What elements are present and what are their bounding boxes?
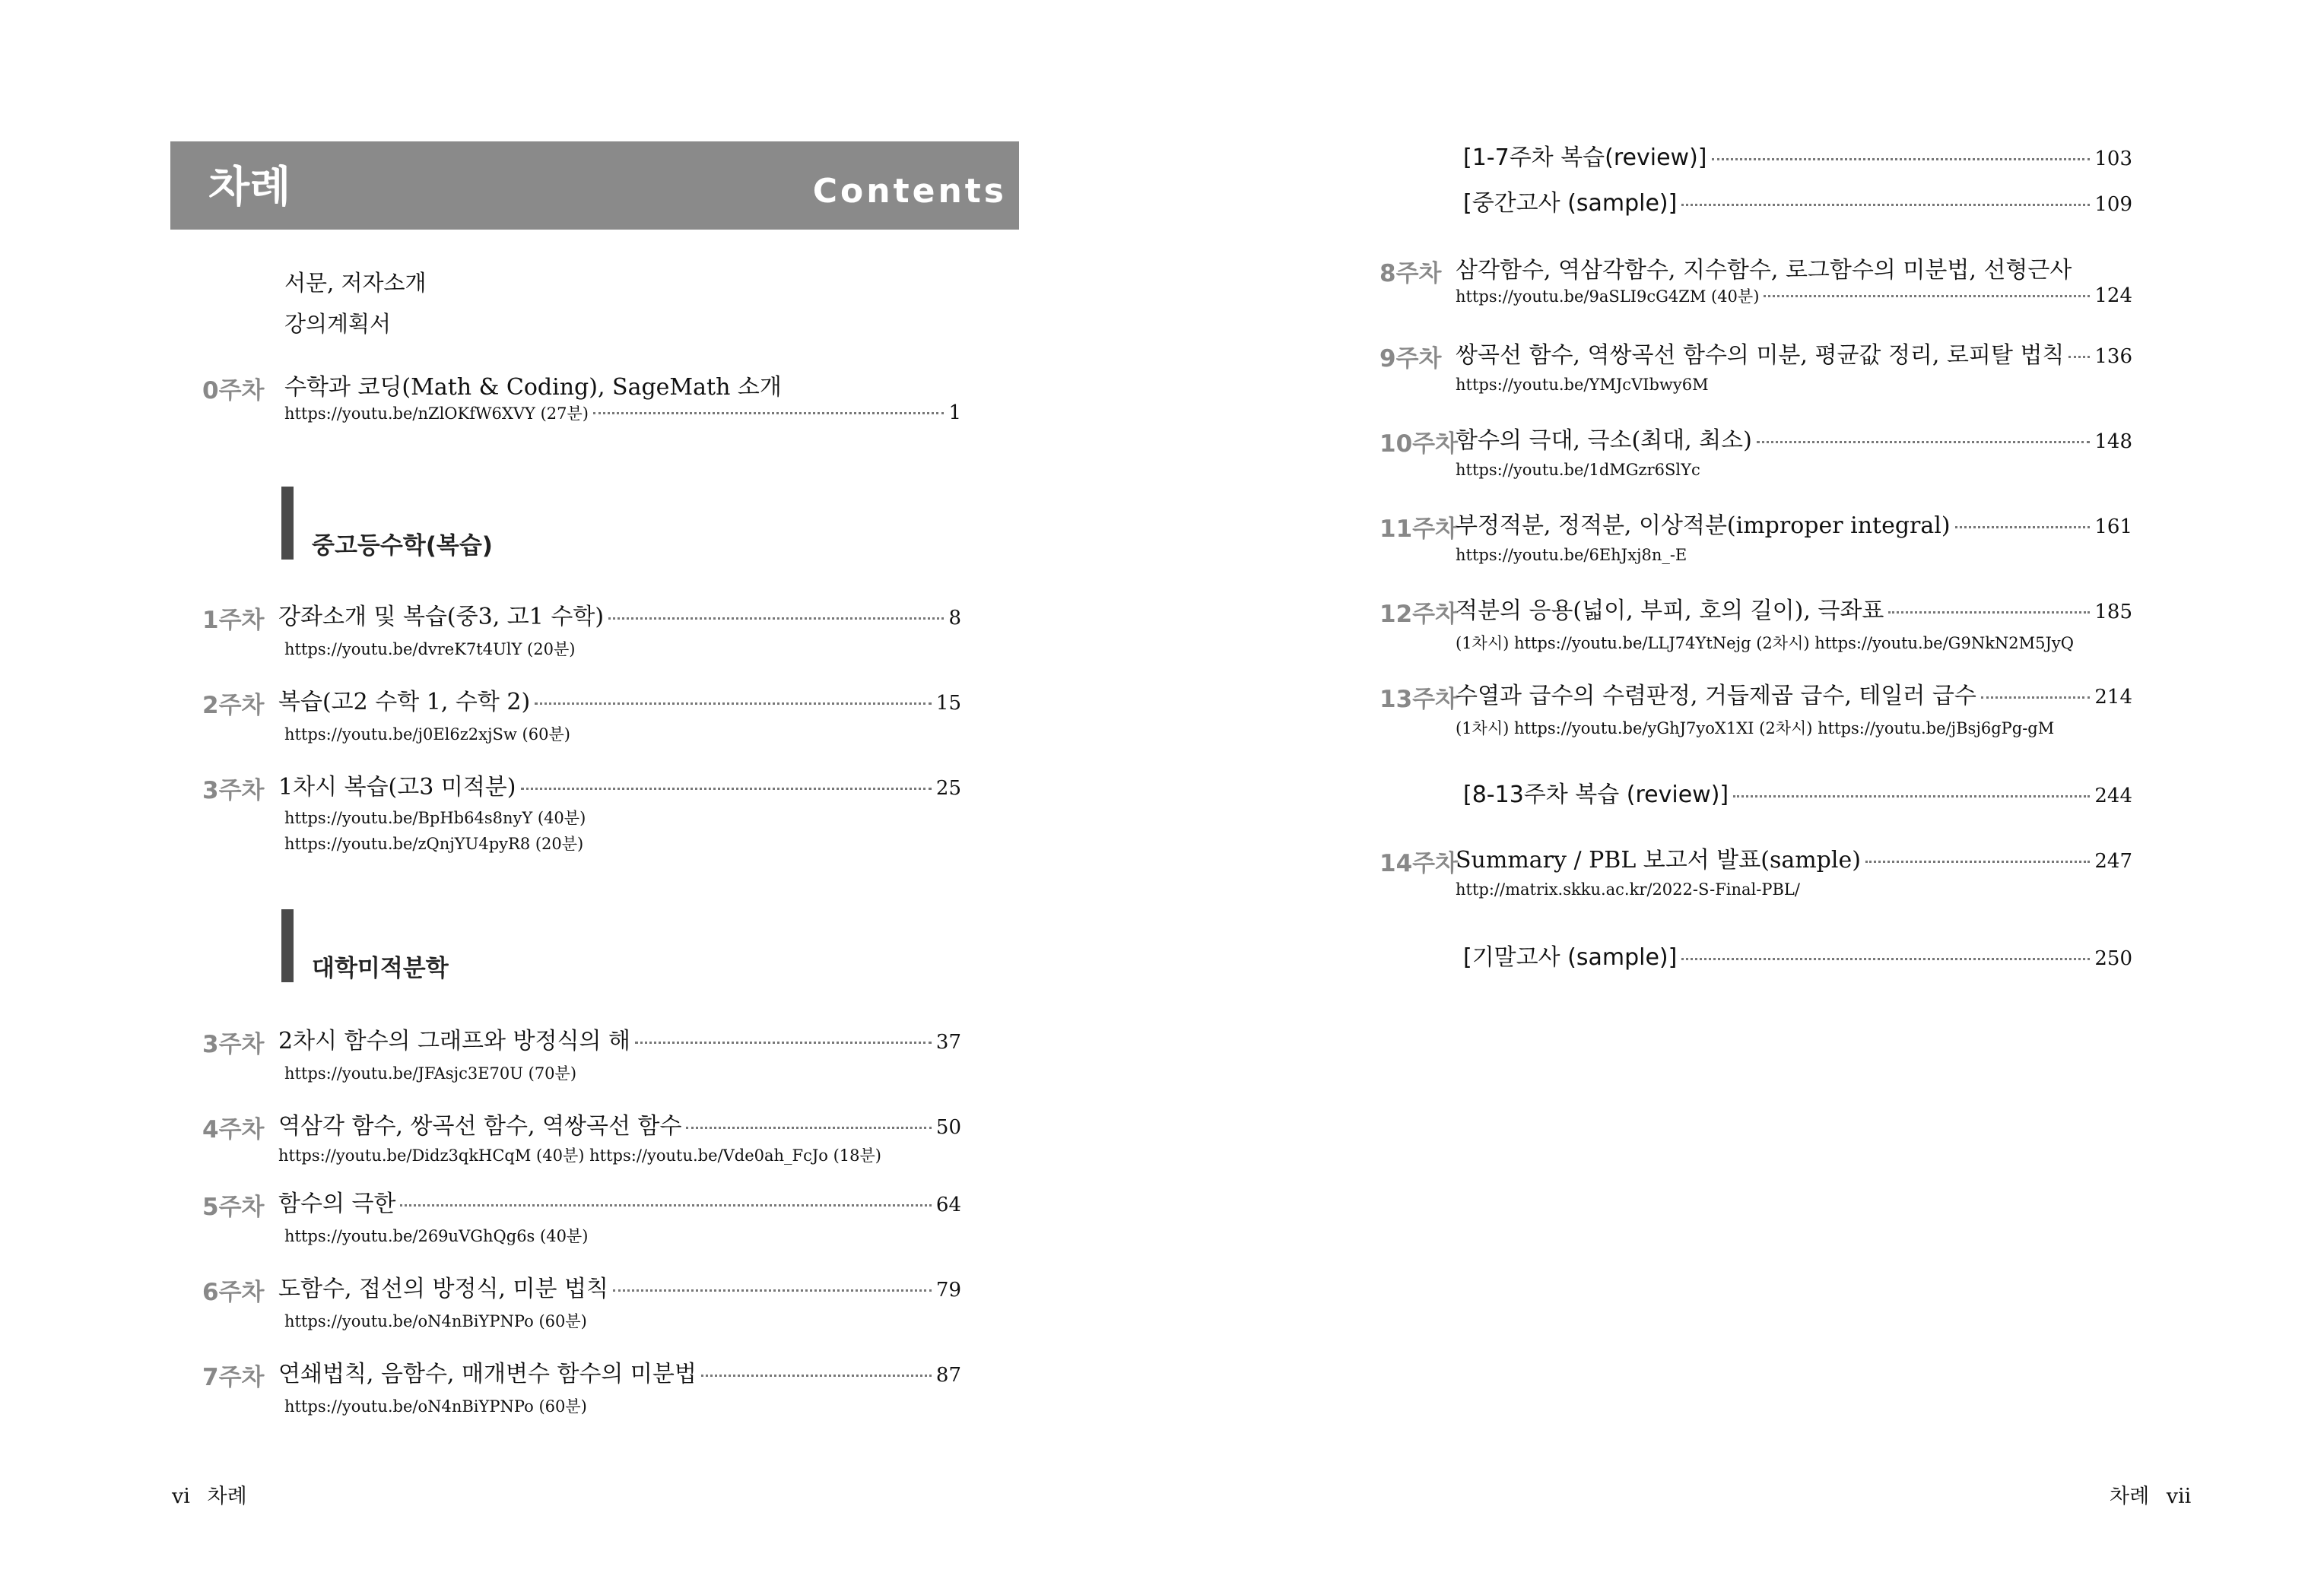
week-label: 8주차 (1379, 260, 1442, 287)
entry-title: 수열과 급수의 수렴판정, 거듭제곱 급수, 테일러 급수 (1456, 683, 1976, 709)
page-footer (172, 1479, 247, 1509)
dot-leader (1764, 294, 2090, 297)
footer-label: 차례 (2110, 1485, 2150, 1508)
week-label: 6주차 (202, 1279, 265, 1306)
video-link[interactable]: https://youtu.be/JFAsjc3E70U (70분) (284, 1064, 577, 1083)
toc-entry-week9[interactable] (1456, 336, 2132, 369)
toc-entry-week0-url-row (284, 401, 961, 432)
toc-entry-week10[interactable] (1456, 421, 2132, 452)
dot-leader (1955, 525, 2091, 528)
page-number: 25 (935, 777, 961, 800)
page-number: 124 (2094, 284, 2132, 307)
entry-title: 역삼각 함수, 쌍곡선 함수, 역쌍곡선 함수 (278, 1113, 682, 1140)
toc-entry-week11[interactable] (1456, 506, 2132, 537)
page-number: 15 (935, 692, 961, 715)
dot-leader (1981, 696, 2090, 699)
section-marker (281, 909, 294, 982)
entry-title: [1-7주차 복습(review)] (1463, 144, 1707, 171)
video-link[interactable]: https://youtu.be/oN4nBiYPNPo (60분) (284, 1312, 587, 1330)
toc-entry-week1[interactable] (278, 598, 961, 628)
toc-entry-week8-url-row (1456, 284, 2132, 315)
week-label: 2주차 (202, 692, 265, 719)
toc-entry-week4[interactable] (278, 1107, 961, 1140)
page-number: 50 (935, 1116, 961, 1139)
dot-leader (1888, 610, 2090, 614)
toc-entry-week8[interactable] (1456, 251, 2132, 284)
page-number: 244 (2094, 785, 2132, 807)
week-label: 10주차 (1379, 430, 1459, 458)
toc-entry-week13[interactable] (1456, 677, 2132, 707)
entry-title: 삼각함수, 역삼각함수, 지수함수, 로그함수의 미분법, 선형근사 (1456, 257, 2072, 284)
video-link[interactable]: https://youtu.be/6EhJxj8n_-E (1456, 546, 1687, 564)
entry-title: 수학과 코딩(Math & Coding), SageMath 소개 (284, 374, 782, 401)
dot-leader (1733, 794, 2090, 798)
entry-title: [기말고사 (sample)] (1463, 944, 1678, 971)
page-number: 109 (2094, 193, 2132, 216)
page-number: 185 (2094, 601, 2132, 623)
week-label: 3주차 (202, 1031, 265, 1058)
dot-leader (1712, 157, 2091, 160)
page-number: 214 (2094, 686, 2132, 709)
toc-entry-final[interactable] (1463, 938, 2132, 969)
video-link[interactable]: https://youtu.be/YMJcVIbwy6M (1456, 376, 1709, 394)
video-link[interactable]: https://youtu.be/BpHb64s8nyY (40분) (284, 809, 586, 827)
video-link[interactable]: http://matrix.skku.ac.kr/2022-S-Final-PBL/ (1456, 880, 1800, 899)
dot-leader (701, 1374, 932, 1377)
video-link[interactable]: https://youtu.be/Didz3qkHCqM (40분) https://youtu.be/Vde0ah_FcJo (18분) (278, 1146, 881, 1165)
week-label: 9주차 (1379, 345, 1442, 373)
video-link[interactable]: https://youtu.be/1dMGzr6SlYc (1456, 461, 1700, 479)
dot-leader (1681, 203, 2090, 206)
video-link[interactable]: https://youtu.be/nZlOKfW6XVY (27분) (284, 404, 589, 423)
entry-title: 연쇄법칙, 음함수, 매개변수 함수의 미분법 (278, 1361, 697, 1387)
toc-entry-review1[interactable] (1463, 138, 2132, 169)
video-link[interactable]: https://youtu.be/dvreK7t4UlY (20분) (284, 640, 576, 658)
page-number: 64 (935, 1194, 961, 1216)
dot-leader (635, 1041, 932, 1044)
footer-page-number: vii (2166, 1485, 2192, 1508)
entry-title: [중간고사 (sample)] (1463, 190, 1678, 217)
video-link[interactable]: (1차시) https://youtu.be/LLJ74YtNejg (2차시) https://youtu.be/G9NkN2M5JyQ (1456, 634, 2075, 652)
week-label: 4주차 (202, 1116, 265, 1143)
toc-entry-week3-session2[interactable] (278, 1022, 961, 1052)
week-label: 3주차 (202, 777, 265, 804)
page-number: 148 (2094, 430, 2132, 453)
entry-title: 도함수, 접선의 방정식, 미분 법칙 (278, 1276, 608, 1302)
dot-leader (400, 1203, 931, 1207)
week-label: 5주차 (202, 1194, 265, 1221)
toc-entry-week6[interactable] (278, 1270, 961, 1300)
entry-title: 함수의 극대, 극소(최대, 최소) (1456, 427, 1752, 454)
entry-title: 부정적분, 정적분, 이상적분(improper integral) (1456, 512, 1951, 539)
dot-leader (535, 702, 932, 705)
week-label: 12주차 (1379, 601, 1459, 628)
page-number: 87 (935, 1364, 961, 1387)
section-title: 대학미적분학 (312, 955, 449, 982)
page-number: 1 (948, 401, 961, 424)
video-link[interactable]: https://youtu.be/9aSLI9cG4ZM (40분) (1456, 287, 1760, 306)
toc-entry-midterm[interactable] (1463, 184, 2132, 217)
video-link[interactable]: https://youtu.be/j0El6z2xjSw (60분) (284, 725, 570, 744)
entry-title: 강좌소개 및 복습(중3, 고1 수학) (278, 604, 605, 630)
page-number: 136 (2094, 345, 2132, 368)
banner-title-korean: 차례 (208, 163, 291, 212)
page-number: 79 (935, 1279, 961, 1302)
week-label: 14주차 (1379, 850, 1459, 877)
week-label: 1주차 (202, 607, 265, 634)
toc-entry-week14[interactable] (1456, 841, 2132, 874)
week-label: 11주차 (1379, 515, 1459, 543)
toc-entry-week3-session1[interactable] (278, 768, 961, 801)
video-link[interactable]: (1차시) https://youtu.be/yGhJ7yoX1XI (2차시) https://youtu.be/jBsj6gPg-gM (1456, 719, 2055, 737)
page-number: 8 (948, 607, 961, 629)
entry-title: [8-13주차 복습 (review)] (1463, 782, 1729, 808)
dot-leader (521, 787, 932, 790)
page-number: 161 (2094, 515, 2132, 538)
dot-leader (613, 1289, 932, 1292)
page-number: 37 (935, 1031, 961, 1054)
footer-label: 차례 (207, 1485, 247, 1508)
section-title: 중고등수학(복습) (312, 532, 493, 560)
dot-leader (1681, 957, 2090, 960)
page-number: 250 (2094, 947, 2132, 970)
entry-title: 쌍곡선 함수, 역쌍곡선 함수의 미분, 평균값 정리, 로피탈 법칙 (1456, 342, 2065, 369)
toc-entry-week0[interactable] (284, 368, 961, 401)
toc-entry-week2[interactable] (278, 683, 961, 713)
right-page (1162, 0, 2324, 1576)
week-label: 0주차 (202, 377, 265, 404)
video-link[interactable]: https://youtu.be/oN4nBiYPNPo (60분) (284, 1397, 587, 1416)
dot-leader (1865, 860, 2090, 863)
preface-entry[interactable]: 서문, 저자소개 (284, 270, 427, 296)
week-label: 7주차 (202, 1364, 265, 1391)
dot-leader (608, 617, 944, 620)
video-link[interactable]: https://youtu.be/269uVGhQg6s (40분) (284, 1227, 589, 1245)
entry-title: 복습(고2 수학 1, 수학 2) (278, 689, 531, 715)
toc-entry-review2[interactable] (1463, 775, 2132, 806)
week-label: 13주차 (1379, 686, 1459, 713)
section-marker (281, 487, 294, 560)
banner-title-english: Contents (812, 172, 1007, 211)
video-link[interactable]: https://youtu.be/zQnjYU4pyR8 (20분) (284, 835, 584, 853)
footer-page-number: vi (172, 1485, 190, 1508)
toc-entry-week12[interactable] (1456, 591, 2132, 622)
page-number: 103 (2094, 147, 2132, 170)
contents-banner (170, 141, 1019, 230)
page-number: 247 (2094, 850, 2132, 873)
entry-title: 적분의 응용(넓이, 부피, 호의 길이), 극좌표 (1456, 598, 1884, 624)
entry-title: Summary / PBL 보고서 발표(sample) (1456, 847, 1861, 874)
dot-leader (593, 411, 944, 414)
entry-title: 2차시 함수의 그래프와 방정식의 해 (278, 1028, 630, 1054)
page-footer (2110, 1479, 2191, 1509)
dot-leader (1757, 440, 2090, 443)
syllabus-entry[interactable]: 강의계획서 (284, 311, 392, 337)
toc-entry-week5[interactable] (278, 1184, 961, 1215)
dot-leader (686, 1126, 931, 1129)
dot-leader (2068, 355, 2090, 358)
entry-title: 1차시 복습(고3 미적분) (278, 774, 516, 801)
entry-title: 함수의 극한 (278, 1191, 396, 1217)
toc-entry-week7[interactable] (278, 1355, 961, 1385)
